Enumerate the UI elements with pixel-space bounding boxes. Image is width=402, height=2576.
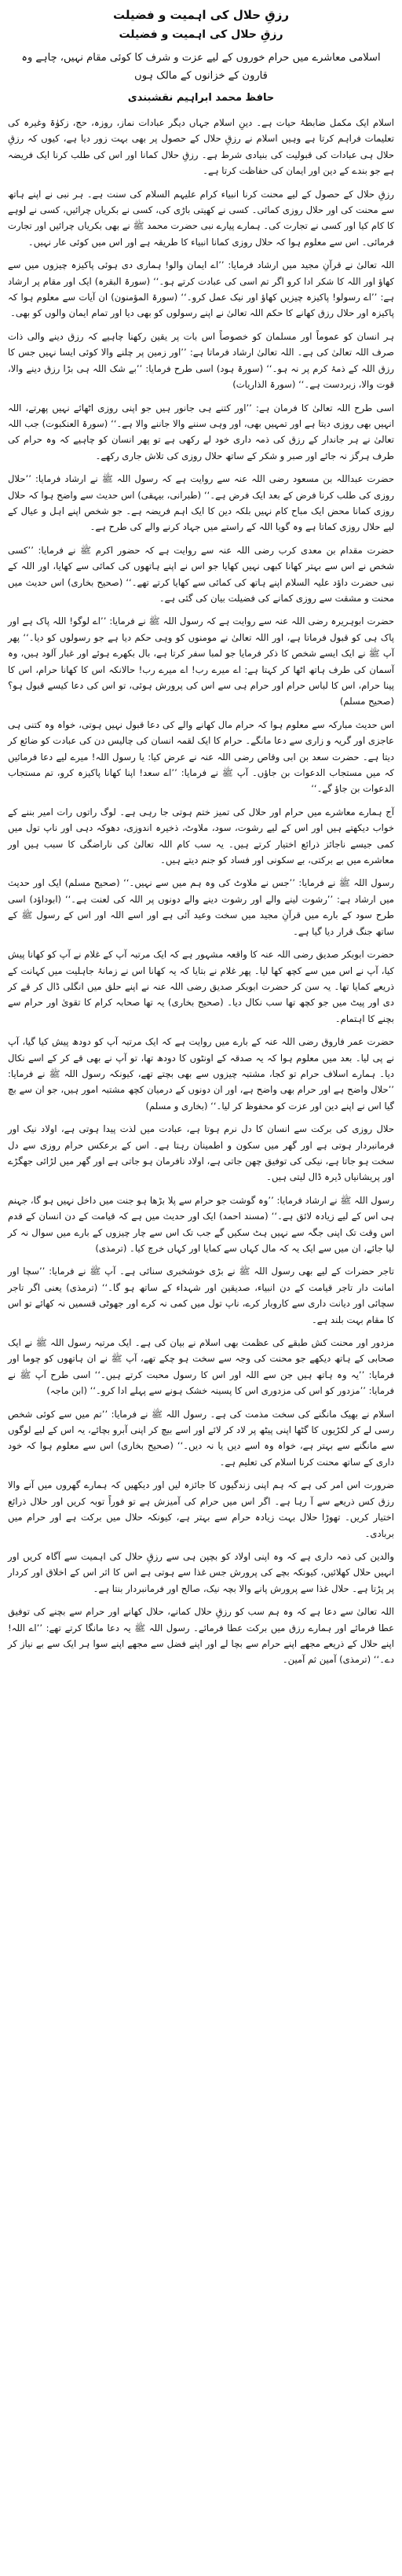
body-paragraph: اسلام ایک مکمل ضابطۂ حیات ہے۔ دینِ اسلام جہاں دیگر عبادات نماز، روزہ، حج، زکوٰۃ وغیرہ کی تعلیمات فراہم کرتا ہے وہیں اسلام نے رزقِ حلال کے حصول پر بھی بہت زور دیا ہے، کیوں کہ رزقِ حلال ہی عبادات کی قبولیت کی بنیادی شرط ہے۔ رزقِ حلال کمانا اور اس کی طلب کرنا ایک فریضہ ہے جو بندے کے دین اور ایمان کی حفاظت کرتا ہے۔ <box>8 117 394 177</box>
body-paragraph: ہر انسان کو عموماً اور مسلمان کو خصوصاً اس بات پر یقین رکھنا چاہیے کہ رزق دینے والی ذات صرف اللہ تعالیٰ کی ہے۔ اللہ تعالیٰ ارشاد فرماتا ہے: ’’اور زمین پر چلنے والا کوئی ایسا نہیں جس کا رزق اللہ کے ذمۂ کرم پر نہ ہو۔‘‘ (سورۃ ہود) اسی طرح فرمایا: ’’بے شک اللہ ہی بڑا رزق دینے والا، قوت والا، زبردست ہے۔‘‘ (سورۃ الذاریات) <box>8 330 394 391</box>
body-paragraph: آج ہمارے معاشرے میں حرام اور حلال کی تمیز ختم ہوتی جا رہی ہے۔ لوگ راتوں رات امیر بننے کے خواب دیکھتے ہیں اور اس کے لیے رشوت، سود، ملاوٹ، ذخیرہ اندوزی، دھوکہ دہی اور ناپ تول میں کمی جیسے ناجائز ذرائع اختیار کرتے ہیں۔ یہ سب کام اللہ تعالیٰ کی ناراضگی کا سبب ہیں اور معاشرے میں بے برکتی، بے سکونی اور فساد کو جنم دیتے ہیں۔ <box>8 806 394 866</box>
body-paragraph: حضرت ابوبکر صدیق رضی اللہ عنہ کا واقعہ مشہور ہے کہ ایک مرتبہ آپ کے غلام نے آپ کو کھانا پیش کیا، آپ نے اس میں سے کچھ کھا لیا۔ پھر غلام نے بتایا کہ یہ کھانا اس نے زمانۂ جاہلیت میں کہانت کے ذریعے کمایا تھا۔ یہ سن کر حضرت ابوبکر صدیق رضی اللہ عنہ نے اپنے حلق میں انگلی ڈال کر قے کر دی اور پیٹ میں جو کچھ تھا سب نکال دیا۔ (صحیح بخاری) یہ تھا صحابہ کرام کا تقویٰ اور حرام سے بچنے کا اہتمام۔ <box>8 949 394 1024</box>
body-paragraph: حضرت عبداللہ بن مسعود رضی اللہ عنہ سے روایت ہے کہ رسول اللہ ﷺ نے ارشاد فرمایا: ’’حلال روزی کی طلب کرنا فرض کے بعد ایک فرض ہے۔‘‘ (طبرانی، بیہقی) اس حدیث سے واضح ہوا کہ حلال روزی کمانا محض ایک مباح کام نہیں بلکہ دین کا ایک اہم فریضہ ہے۔ جو شخص اپنے اہل و عیال کے لیے حلال روزی کماتا ہے وہ گویا اللہ کے راستے میں جہاد کرنے والے کی طرح ہے۔ <box>8 473 394 533</box>
article-author: حافظ محمد ابراہیم نقشبندی <box>127 92 275 104</box>
article-lead: اسلامی معاشرے میں حرام خوروں کے لیے عزت و شرف کا کوئی مقام نہیں، چاہے وہ قارون کے خزانوں کے مالک ہوں <box>21 52 381 82</box>
article-subtitle: رزقِ حلال کی اہمیت و فضیلت <box>119 28 283 41</box>
body-paragraph: مزدور اور محنت کش طبقے کی عظمت بھی اسلام نے بیان کی ہے۔ ایک مرتبہ رسول اللہ ﷺ نے ایک صحابی کے ہاتھ دیکھے جو محنت کی وجہ سے سخت ہو چکے تھے، آپ ﷺ نے ان ہاتھوں کو چوما اور فرمایا: ’’یہ وہ ہاتھ ہیں جن سے اللہ اور اس کا رسول محبت کرتے ہیں۔‘‘ اسی طرح آپ ﷺ نے فرمایا: ’’مزدور کو اس کی مزدوری اس کا پسینہ خشک ہونے سے پہلے ادا کرو۔‘‘ (ابن ماجہ) <box>8 1337 394 1397</box>
article-body <box>8 115 394 1668</box>
body-paragraph: تاجر حضرات کے لیے بھی رسول اللہ ﷺ نے بڑی خوشخبری سنائی ہے۔ آپ ﷺ نے فرمایا: ’’سچا اور امانت دار تاجر قیامت کے دن انبیاء، صدیقین اور شہداء کے ساتھ ہو گا۔‘‘ (ترمذی) یعنی اگر تاجر سچائی اور دیانت داری سے کاروبار کرے، ناپ تول میں کمی نہ کرے اور جھوٹی قسمیں نہ کھائے تو اس کا مقام بہت بلند ہے۔ <box>8 1266 394 1325</box>
body-paragraph: حضرت ابوہریرہ رضی اللہ عنہ سے روایت ہے کہ رسول اللہ ﷺ نے فرمایا: ’’اے لوگو! اللہ پاک ہے اور پاک ہی کو قبول فرماتا ہے، اور اللہ تعالیٰ نے مومنوں کو وہی حکم دیا ہے جو رسولوں کو دیا۔‘‘ پھر آپ ﷺ نے ایک ایسے شخص کا ذکر فرمایا جو لمبا سفر کرتا ہے، بال بکھرے ہوئے اور غبار آلود ہیں، وہ آسمان کی طرف ہاتھ اٹھا کر کہتا ہے: اے میرے رب! اے میرے رب! حالانکہ اس کا کھانا حرام، اس کا پینا حرام، اس کا لباس حرام اور حرام ہی سے اس کی پرورش ہوئی، تو اس کی دعا کیسے قبول ہو؟ (صحیح مسلم) <box>8 616 394 707</box>
body-paragraph: اللہ تعالیٰ سے دعا ہے کہ وہ ہم سب کو رزقِ حلال کمانے، حلال کھانے اور حرام سے بچنے کی توفیق عطا فرمائے اور ہمارے رزق میں برکت عطا فرمائے۔ رسول اللہ ﷺ یہ دعا مانگا کرتے تھے: ’’اے اللہ! اپنے حلال کے ذریعے مجھے اپنے حرام سے بچا لے اور اپنے فضل سے مجھے اپنے سوا ہر ایک سے بے نیاز کر دے۔‘‘ (ترمذی) آمین ثم آمین۔ <box>8 1606 394 1666</box>
body-paragraph: ضرورت اس امر کی ہے کہ ہم اپنی زندگیوں کا جائزہ لیں اور دیکھیں کہ ہمارے گھروں میں آنے والا رزق کس ذریعے سے آ رہا ہے۔ اگر اس میں حرام کی آمیزش ہے تو فوراً توبہ کریں اور حلال ذرائع اختیار کریں۔ تھوڑا حلال بہت زیادہ حرام سے بہتر ہے، کیونکہ حلال میں برکت ہے اور حرام میں بربادی۔ <box>8 1479 394 1539</box>
body-paragraph: اسلام نے بھیک مانگنے کی سخت مذمت کی ہے۔ رسول اللہ ﷺ نے فرمایا: ’’تم میں سے کوئی شخص رسی لے کر لکڑیوں کا گٹھا اپنی پیٹھ پر لاد کر لائے اور اسے بیچ کر اپنی آبرو بچائے، یہ اس کے لیے لوگوں سے مانگنے سے بہتر ہے، خواہ وہ اسے دیں یا نہ دیں۔‘‘ (صحیح بخاری) اس سے معلوم ہوا کہ خود داری کے ساتھ محنت کرنا اسلام کی تعلیم ہے۔ <box>8 1408 394 1468</box>
body-paragraph: اس حدیث مبارکہ سے معلوم ہوا کہ حرام مال کھانے والے کی دعا قبول نہیں ہوتی، خواہ وہ کتنی ہی عاجزی اور گریہ و زاری سے دعا مانگے۔ حرام کا ایک لقمہ انسان کی چالیس دن کی عبادت کو ضائع کر دیتا ہے۔ حضرت سعد بن ابی وقاص رضی اللہ عنہ نے عرض کیا: یا رسول اللہ! میرے لیے دعا فرمائیں کہ میں مستجاب الدعوات بن جاؤں۔ آپ ﷺ نے فرمایا: ’’اے سعد! اپنا کھانا پاکیزہ کرو، تم مستجاب الدعوات بن جاؤ گے۔‘‘ <box>8 718 394 795</box>
body-paragraph: حلال روزی کی برکت سے انسان کا دل نرم ہوتا ہے، عبادت میں لذت پیدا ہوتی ہے، اولاد نیک اور فرمانبردار ہوتی ہے اور گھر میں سکون و اطمینان رہتا ہے۔ اس کے برعکس حرام روزی سے دل سخت ہو جاتا ہے، نیکی کی توفیق چھن جاتی ہے، اولاد نافرمان ہو جاتی ہے اور گھر میں لڑائی جھگڑے اور پریشانیاں ڈیرہ ڈال لیتی ہیں۔ <box>8 1123 394 1183</box>
body-paragraph: والدین کی ذمہ داری ہے کہ وہ اپنی اولاد کو بچپن ہی سے رزقِ حلال کی اہمیت سے آگاہ کریں اور انہیں حلال کھلائیں، کیونکہ بچے کی پرورش جس غذا سے ہوتی ہے اس کا اثر اس کے اخلاق اور کردار پر پڑتا ہے۔ حلال غذا سے پرورش پانے والا بچہ نیک، صالح اور فرمانبردار بنتا ہے۔ <box>8 1550 394 1594</box>
body-paragraph: رسول اللہ ﷺ نے ارشاد فرمایا: ’’وہ گوشت جو حرام سے پلا بڑھا ہو جنت میں داخل نہیں ہو گا، جہنم ہی اس کے لیے زیادہ لائق ہے۔‘‘ (مسند احمد) ایک اور حدیث میں ہے کہ قیامت کے دن انسان کے قدم اس وقت تک اپنی جگہ سے نہیں ہٹ سکیں گے جب تک اس سے چار چیزوں کے بارے میں سوال نہ کر لیا جائے، ان میں سے ایک یہ کہ مال کہاں سے کمایا اور کہاں خرچ کیا۔ (ترمذی) <box>8 1194 394 1254</box>
body-paragraph: رسول اللہ ﷺ نے فرمایا: ’’جس نے ملاوٹ کی وہ ہم میں سے نہیں۔‘‘ (صحیح مسلم) ایک اور حدیث میں ارشاد ہے: ’’رشوت لینے والے اور رشوت دینے والے دونوں پر اللہ کی لعنت ہے۔‘‘ (ابوداؤد) اسی طرح سود کے بارے میں قرآنِ مجید میں سخت وعید آئی ہے اور اسے اللہ اور اس کے رسول ﷺ کے ساتھ جنگ قرار دیا گیا ہے۔ <box>8 877 394 937</box>
article-title: رزقِ حلال کی اہمیت و فضیلت <box>113 8 289 22</box>
body-paragraph: اسی طرح اللہ تعالیٰ کا فرمان ہے: ’’اور کتنے ہی جانور ہیں جو اپنی روزی اٹھائے نہیں پھرتے، اللہ انہیں بھی روزی دیتا ہے اور تمہیں بھی، اور وہی سننے والا جاننے والا ہے۔‘‘ (سورۃ العنکبوت) جب اللہ تعالیٰ نے ہر جاندار کے رزق کی ذمہ داری خود لے رکھی ہے تو پھر انسان کو چاہیے کہ وہ حرام کی طرف ہرگز نہ جائے اور صبر و شکر کے ساتھ حلال روزی کی تلاش جاری رکھے۔ <box>8 402 394 461</box>
body-paragraph: رزقِ حلال کے حصول کے لیے محنت کرنا انبیاء کرام علیہم السلام کی سنت ہے۔ ہر نبی نے اپنے ہاتھ سے محنت کی اور حلال روزی کمائی۔ کسی نے کھیتی باڑی کی، کسی نے بکریاں چرائیں، کسی نے لوہے کا کام کیا اور کسی نے تجارت کی۔ ہمارے پیارے نبی حضرت محمد ﷺ نے بھی بکریاں چرائیں اور تجارت فرمائی۔ اس سے معلوم ہوا کہ حلال روزی کمانا انبیاء کا طریقہ ہے اور اس میں کوئی عار نہیں۔ <box>8 188 394 248</box>
body-paragraph: اللہ تعالیٰ نے قرآنِ مجید میں ارشاد فرمایا: ’’اے ایمان والو! ہماری دی ہوئی پاکیزہ چیزوں میں سے کھاؤ اور اللہ کا شکر ادا کرو اگر تم اسی کی عبادت کرتے ہو۔‘‘ (سورۃ البقرہ) ایک اور مقام پر ارشاد ہے: ’’اے رسولو! پاکیزہ چیزیں کھاؤ اور نیک عمل کرو۔‘‘ (سورۃ المؤمنون) ان آیات سے معلوم ہوا کہ پاکیزہ اور حلال رزق کھانے کا حکم اللہ تعالیٰ نے اپنے رسولوں کو بھی دیا اور تمام ایمان والوں کو بھی۔ <box>8 259 394 319</box>
body-paragraph: حضرت مقدام بن معدی کرب رضی اللہ عنہ سے روایت ہے کہ حضور اکرم ﷺ نے فرمایا: ’’کسی شخص نے اس سے بہتر کھانا کبھی نہیں کھایا جو اس نے اپنے ہاتھوں کی کمائی سے کھایا، اور اللہ کے نبی حضرت داؤد علیہ السلام اپنے ہاتھ کی کمائی سے کھایا کرتے تھے۔‘‘ (صحیح بخاری) اس حدیث میں محنت و مشقت سے روزی کمانے کی فضیلت بیان کی گئی ہے۔ <box>8 544 394 604</box>
body-paragraph: حضرت عمر فاروق رضی اللہ عنہ کے بارے میں روایت ہے کہ ایک مرتبہ آپ کو دودھ پیش کیا گیا، آپ نے پی لیا۔ بعد میں معلوم ہوا کہ یہ صدقہ کے اونٹوں کا دودھ تھا، تو آپ نے بھی قے کر کے اسے نکال دیا۔ ہمارے اسلاف حرام تو کجا، مشتبہ چیزوں سے بھی بچتے تھے، کیونکہ رسول اللہ ﷺ نے فرمایا: ’’حلال واضح ہے اور حرام بھی واضح ہے، اور ان دونوں کے درمیان کچھ مشتبہ امور ہیں، جو ان سے بچ گیا اس نے اپنے دین اور عزت کو محفوظ کر لیا۔‘‘ (بخاری و مسلم) <box>8 1036 394 1112</box>
